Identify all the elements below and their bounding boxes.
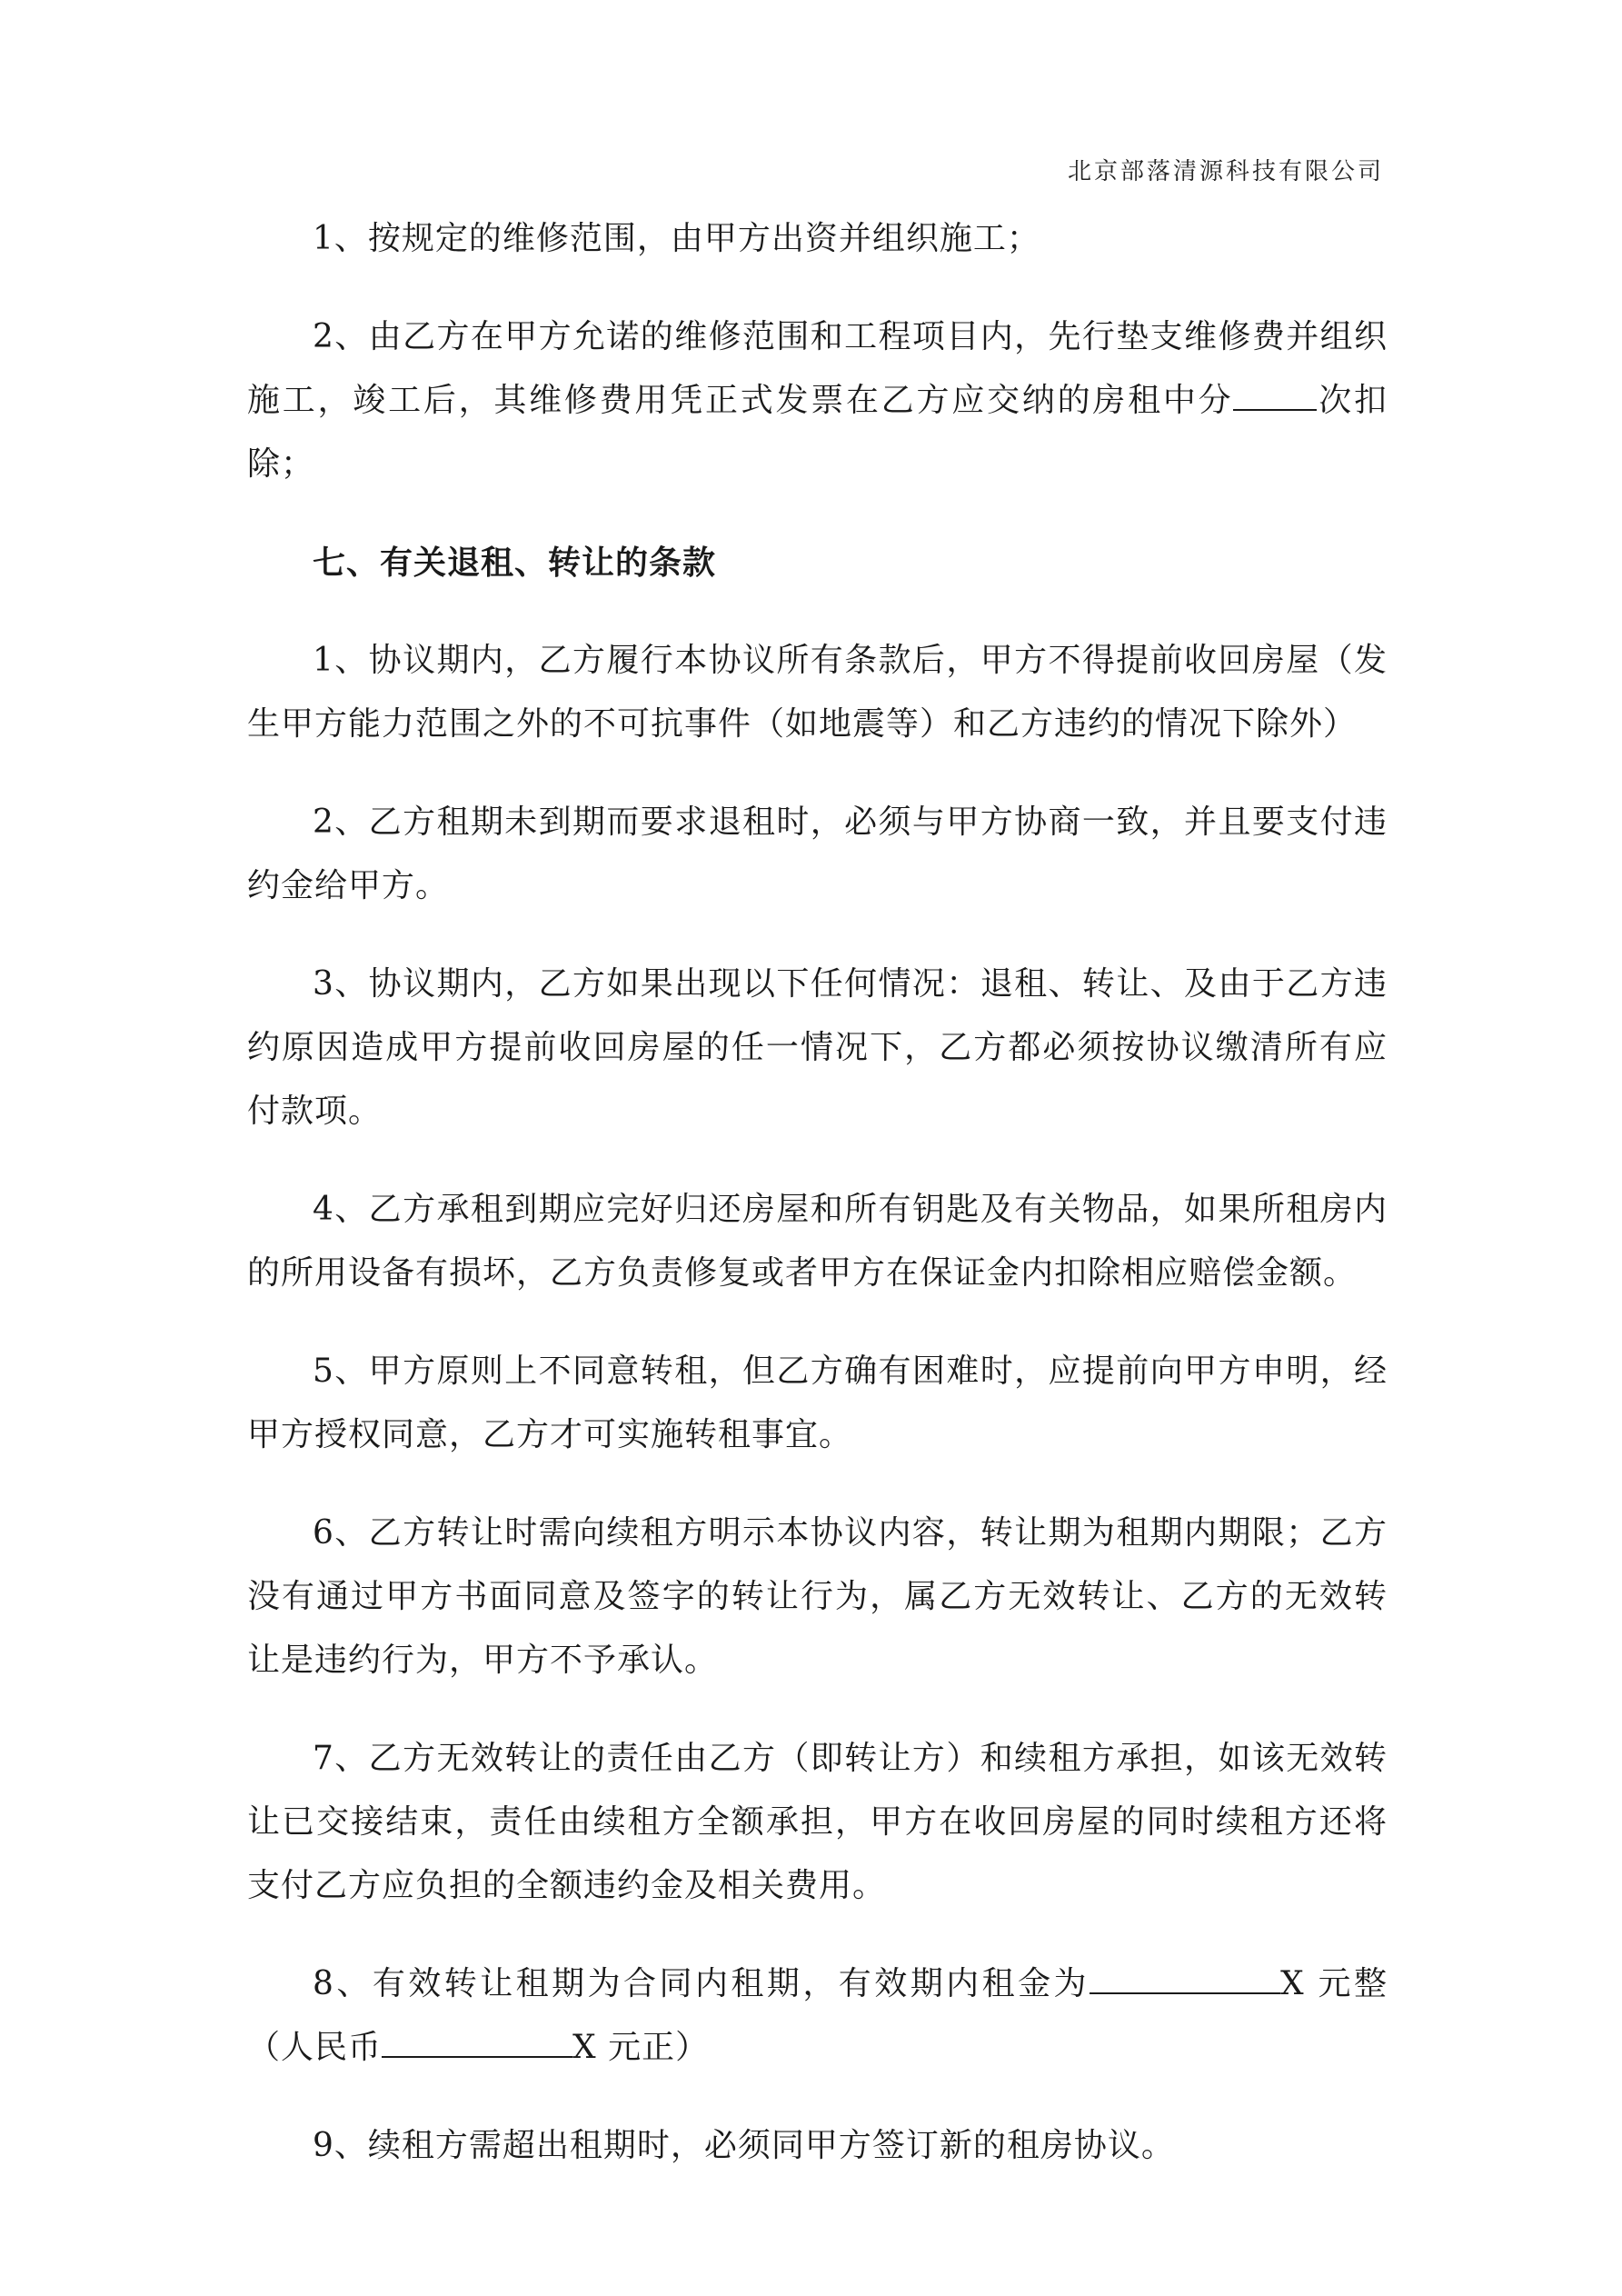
clause-3: 3、协议期内，乙方如果出现以下任何情况：退租、转让、及由于乙方违约原因造成甲方提前收回房屋的任一情况下，乙方都必须按协议缴清所有应付款项。 xyxy=(247,965,1388,1130)
clause-2: 2、乙方租期未到期而要求退租时，必须与甲方协商一致，并且要支付违约金给甲方。 xyxy=(247,804,1388,904)
document-body xyxy=(247,207,1388,2212)
clause-8 xyxy=(247,1952,1388,2080)
clause-repair-2-text: 2、由乙方在甲方允诺的维修范围和工程项目内，先行垫支维修费并组织施工，竣工后，其维修费用凭正式发票在乙方应交纳的房租中分 xyxy=(247,318,1388,419)
clause-repair-2-tail: 次扣除； xyxy=(247,382,1388,483)
clause-8-text: 8、有效转让租期为合同内租期，有效期内租金为 xyxy=(313,1965,1090,2002)
clause-7: 7、乙方无效转让的责任由乙方（即转让方）和续租方承担，如该无效转让已交接结束，责任由续租方全额承担，甲方在收回房屋的同时续租方还将支付乙方应负担的全额违约金及相关费用。 xyxy=(247,1740,1388,1904)
clause-9: 9、续租方需超出租期时，必须同甲方签订新的租房协议。 xyxy=(313,2127,1175,2164)
clause-8-mid: X 元整（人民币 xyxy=(247,1965,1388,2066)
rent-rmb-blank[interactable] xyxy=(382,2029,572,2058)
clause-repair-1: 1、按规定的维修范围，由甲方出资并组织施工； xyxy=(313,220,1040,257)
installment-count-blank[interactable] xyxy=(1233,382,1317,411)
clause-5: 5、甲方原则上不同意转租，但乙方确有困难时，应提前向甲方申明，经甲方授权同意，乙方才可实施转租事宜。 xyxy=(247,1353,1388,1453)
rent-amount-blank[interactable] xyxy=(1090,1965,1280,1994)
section-title-termination: 七、有关退租、转让的条款 xyxy=(313,544,717,582)
clause-8-tail: X 元正） xyxy=(572,2029,710,2066)
clause-1: 1、协议期内，乙方履行本协议所有条款后，甲方不得提前收回房屋（发生甲方能力范围之外的不可抗事件（如地震等）和乙方违约的情况下除外） xyxy=(247,642,1388,743)
clause-6: 6、乙方转让时需向续租方明示本协议内容，转让期为租期内期限；乙方没有通过甲方书面同意及签字的转让行为，属乙方无效转让、乙方的无效转让是违约行为，甲方不予承认。 xyxy=(247,1514,1388,1679)
clause-repair-2 xyxy=(247,305,1388,496)
company-header: 北京部落清源科技有限公司 xyxy=(1067,158,1384,185)
clause-4: 4、乙方承租到期应完好归还房屋和所有钥匙及有关物品，如果所租房内的所用设备有损坏，乙方负责修复或者甲方在保证金内扣除相应赔偿金额。 xyxy=(247,1191,1388,1292)
